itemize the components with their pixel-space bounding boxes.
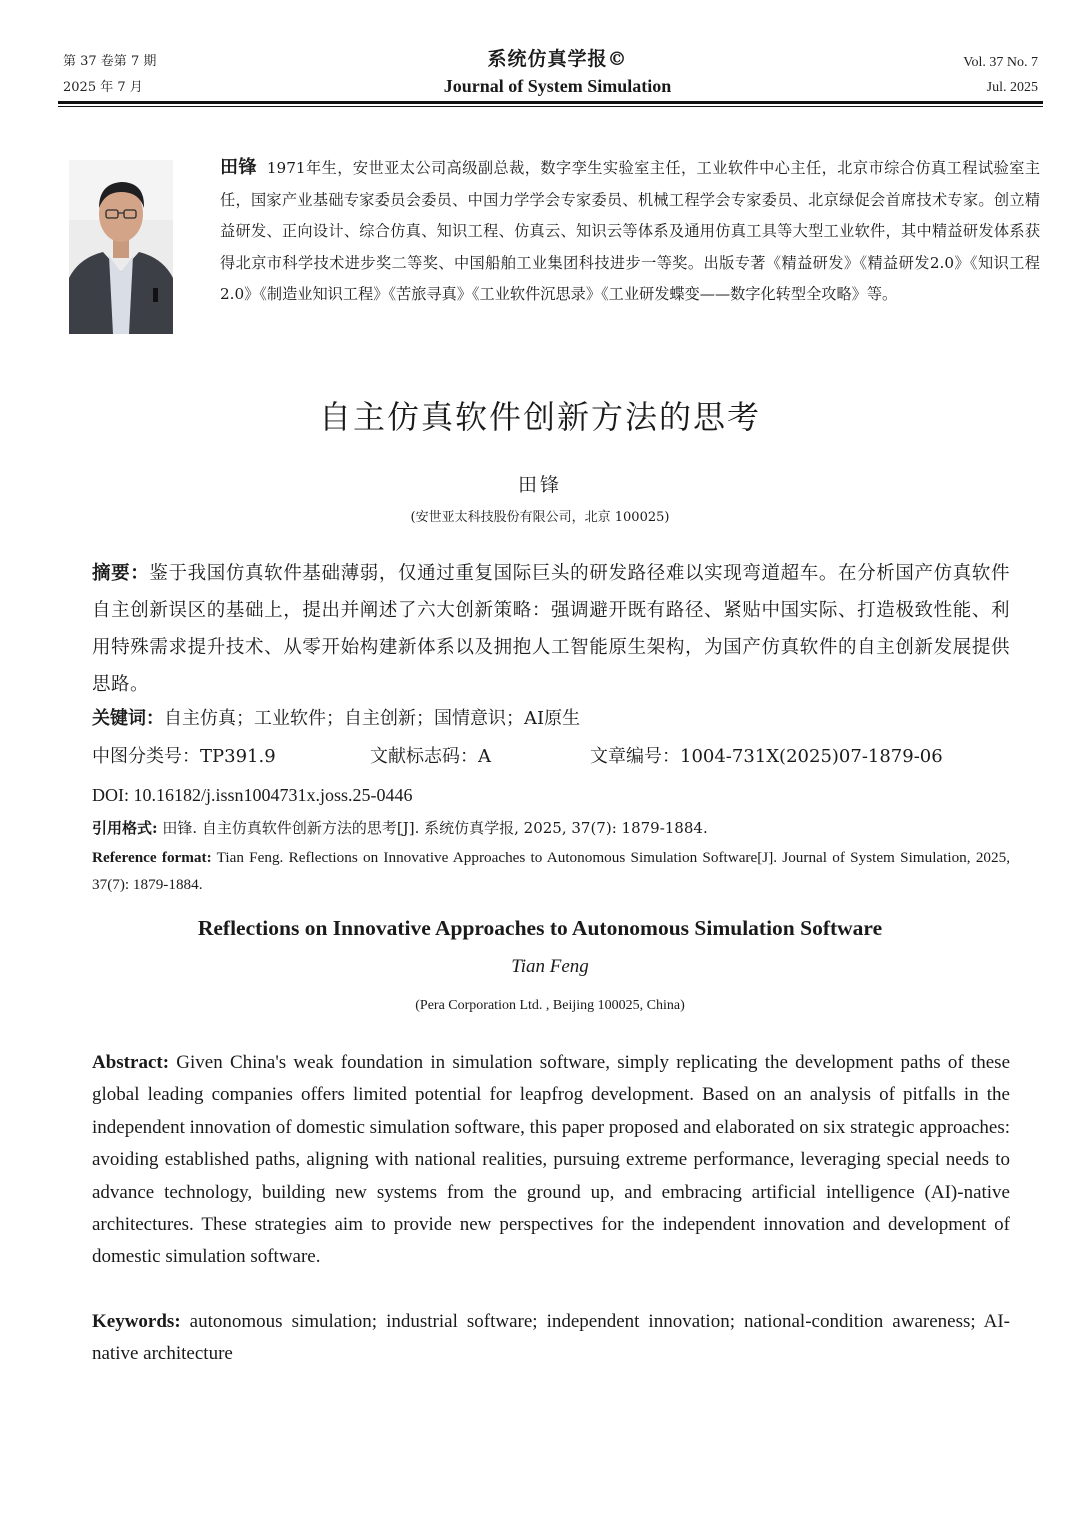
citation-cn	[92, 816, 1010, 840]
abstract-en	[92, 1047, 1010, 1274]
journal-title-cn: 系统仿真学报©	[487, 48, 628, 70]
volume-issue-en: Vol. 37 No. 7	[963, 55, 1038, 70]
bio-text: 1971年生，安世亚太公司高级副总裁，数字孪生实验室主任，工业软件中心主任，北京市综合仿真工程试验室主任，国家产业基础专家委员会委员、中国力学学会专家委员、机械工程学会专家委员、北京绿促会首席技术专家。创立精益研发、正向设计、综合仿真、知识工程、仿真云、知识云等体系及通用仿真工具等大型工业软件，其中精益研发体系获得北京市科学技术进步奖二等奖、中国船舶工业集团科技进步一等奖。出版专著《精益研发》《精益研发2.0》《知识工程2.0》《制造业知识工程》《苦旅寻真》《工业软件沉思录》《工业研发蝶变——数字化转型全攻略》等。	[220, 159, 1041, 303]
header-rule-thick	[58, 101, 1043, 104]
keywords-cn-label: 关键词：	[92, 708, 164, 729]
citation-cn-text: 田锋. 自主仿真软件创新方法的思考[J]. 系统仿真学报, 2025, 37(7): 1879-1884.	[162, 819, 708, 837]
keywords-en-text: autonomous simulation; industrial software; independent innovation; national-condition awareness; AI-native architecture	[92, 1311, 1010, 1365]
keywords-cn	[92, 706, 1010, 732]
keywords-en-label: Keywords:	[92, 1311, 181, 1332]
article-affiliation-en: (Pera Corporation Ltd. , Beijing 100025, China)	[415, 998, 685, 1013]
abstract-en-label: Abstract:	[92, 1052, 170, 1073]
author-bio	[220, 152, 1040, 311]
keywords-cn-text: 自主仿真；工业软件；自主创新；国情意识；AI原生	[164, 708, 581, 729]
bio-author-name: 田锋	[220, 157, 257, 178]
header-rule-thin	[58, 106, 1043, 107]
abstract-cn-label: 摘要：	[92, 563, 150, 584]
journal-title-en: Journal of System Simulation	[443, 76, 672, 96]
document-code: 文献标志码：A	[370, 746, 491, 767]
date-cn: 2025 年 7 月	[63, 80, 143, 95]
date-en: Jul. 2025	[986, 80, 1038, 95]
reference-format-text: Tian Feng. Reflections on Innovative Approaches to Autonomous Simulation Software[J]. Journal of System Simulation, 2025, 37(7): 1879-1884.	[92, 849, 1010, 893]
abstract-cn	[92, 555, 1010, 703]
article-affiliation-cn: (安世亚太科技股份有限公司，北京 100025)	[410, 510, 670, 525]
reference-format	[92, 844, 1010, 898]
article-title-cn: 自主仿真软件创新方法的思考	[318, 398, 761, 436]
abstract-cn-text: 鉴于我国仿真软件基础薄弱，仅通过重复国际巨头的研发路径难以实现弯道超车。在分析国产仿真软件自主创新误区的基础上，提出并阐述了六大创新策略：强调避开既有路径、紧贴中国实际、打造极致性能、利用特殊需求提升技术、从零开始构建新体系以及拥抱人工智能原生架构，为国产仿真软件的自主创新发展提供思路。	[92, 563, 1010, 695]
keywords-en	[92, 1306, 1010, 1371]
volume-issue-cn: 第 37 卷第 7 期	[63, 54, 157, 69]
article-title-en: Reflections on Innovative Approaches to Autonomous Simulation Software	[197, 916, 883, 940]
reference-format-label: Reference format:	[92, 849, 212, 866]
clc-number: 中图分类号：TP391.9	[92, 746, 276, 767]
doi: DOI: 10.16182/j.issn1004731x.joss.25-0446	[92, 785, 413, 805]
article-author-en: Tian Feng	[511, 956, 589, 977]
citation-cn-label: 引用格式:	[92, 819, 158, 837]
abstract-en-text: Given China's weak foundation in simulation software, simply replicating the development paths of these global leading companies offers limited potential for leapfrog development. Based on an analysis of pitfalls in the independent innovation of domestic simulation software, this paper proposed and elaborated on six strategic approaches: avoiding established paths, aligning with national realities, pursuing extreme performance, leveraging special needs to advance technology, building new systems from the ground up, and embracing artificial intelligence (AI)-native architectures. These strategies aim to provide new perspectives for the independent innovation and development of domestic simulation software.	[92, 1052, 1010, 1268]
article-number: 文章编号：1004-731X(2025)07-1879-06	[590, 746, 943, 767]
article-author-cn: 田锋	[517, 474, 562, 496]
author-photo	[69, 160, 173, 334]
